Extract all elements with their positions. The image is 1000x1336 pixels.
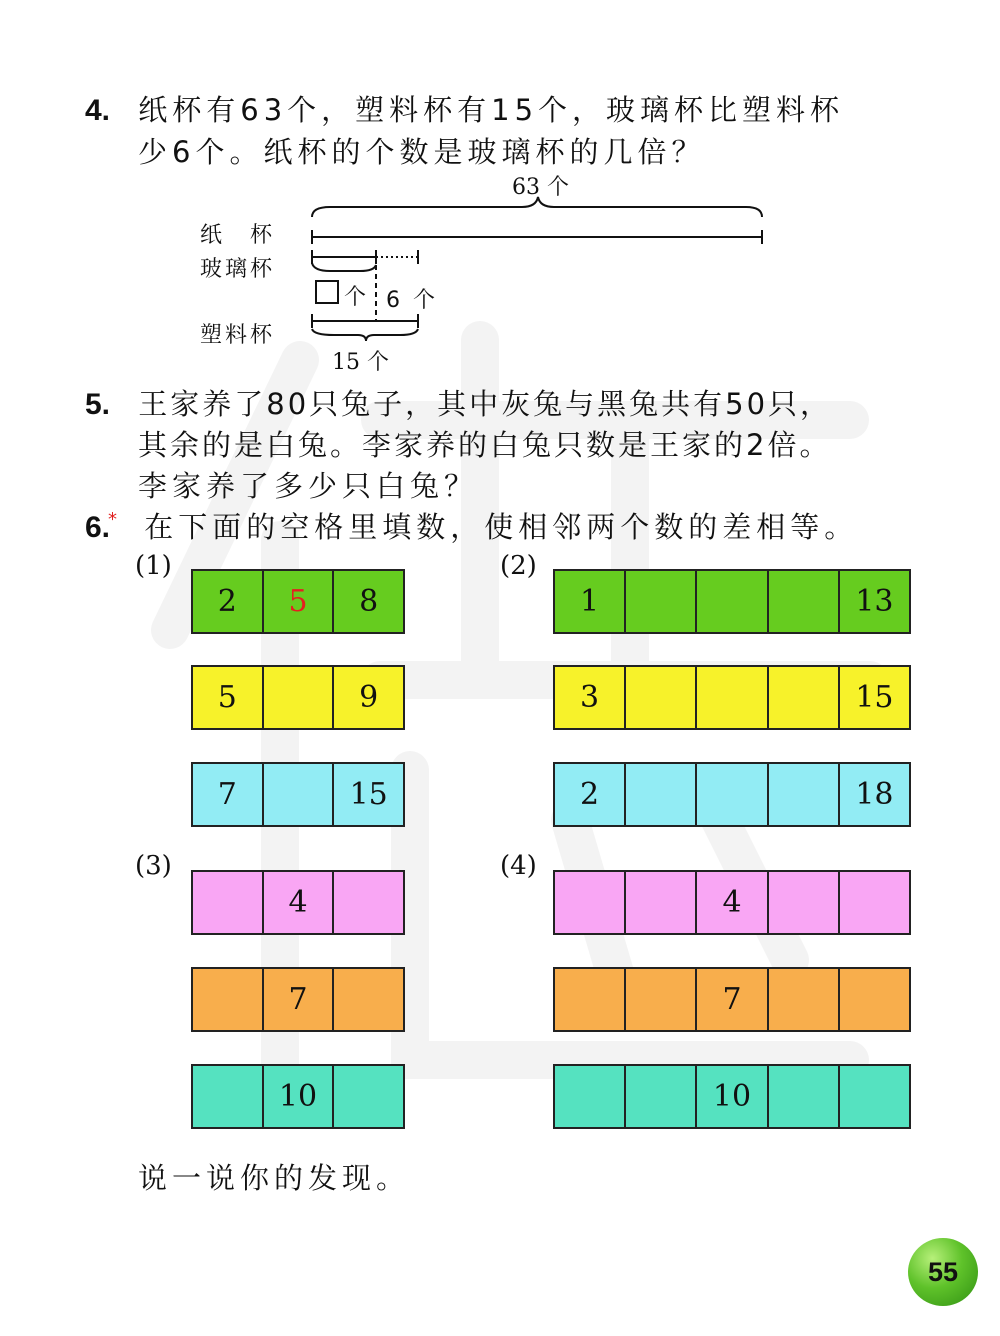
blank-cell[interactable]: [697, 764, 768, 825]
cell: 10: [697, 1066, 768, 1127]
blank-cell[interactable]: [334, 1066, 403, 1127]
q6-line: [85, 506, 858, 553]
group-label-1: (1): [135, 551, 172, 581]
blank-cell[interactable]: [334, 969, 403, 1030]
blank-cell[interactable]: [626, 969, 697, 1030]
q6-number: 6.: [85, 511, 111, 544]
group1-strip-yellow: [191, 665, 405, 730]
q4-line1: [85, 89, 844, 132]
group1-strip-cyan: [191, 762, 405, 827]
q5-line1: [85, 383, 832, 426]
page-number: 55: [927, 1256, 959, 1287]
answer-box: [316, 281, 338, 303]
cell: 4: [697, 872, 768, 933]
cell: 9: [359, 680, 379, 715]
group3-strip-pink: [191, 870, 405, 935]
group2-strip-green: [553, 569, 911, 634]
q4-text-line2: 少6个。纸杯的个数是玻璃杯的几倍？: [138, 135, 706, 169]
q4-text-line1: 纸杯有63个，塑料杯有15个，玻璃杯比塑料杯: [138, 93, 845, 127]
q4-line-diagram: [300, 195, 780, 345]
cell: 2: [193, 571, 264, 632]
blank-cell[interactable]: [769, 872, 840, 933]
q4-box-unit: 个: [344, 285, 370, 310]
blank-cell[interactable]: [193, 1066, 264, 1127]
blank-cell[interactable]: [626, 667, 697, 728]
blank-cell[interactable]: [626, 571, 697, 632]
group-label-2: (2): [500, 551, 537, 581]
cell-answer: 5: [264, 571, 335, 632]
q4-row-paper: 纸 杯: [200, 223, 276, 248]
blank-cell[interactable]: [697, 571, 768, 632]
cell: 4: [264, 872, 335, 933]
q5-text-line2: 其余的是白兔。李家养的白兔只数是王家的2倍。: [138, 428, 832, 462]
cell: 1: [555, 571, 626, 632]
blank-cell[interactable]: [697, 667, 768, 728]
cell: 15: [349, 777, 388, 812]
cell: 2: [555, 764, 626, 825]
blank-cell[interactable]: [769, 667, 840, 728]
q4-diff-label: 6 个: [386, 288, 438, 313]
brace-total: [312, 197, 762, 217]
blank-cell[interactable]: [264, 764, 335, 825]
blank-cell[interactable]: [769, 1066, 840, 1127]
page-number-badge: [908, 1238, 978, 1306]
cell: 10: [264, 1066, 335, 1127]
cell: 18: [855, 777, 894, 812]
q6-star: *: [108, 509, 123, 530]
q4-number: 4.: [85, 94, 111, 127]
blank-cell[interactable]: [555, 872, 626, 933]
blank-cell[interactable]: [626, 1066, 697, 1127]
cell: 3: [555, 667, 626, 728]
blank-cell[interactable]: [193, 872, 264, 933]
group-label-3: (3): [135, 851, 172, 881]
cell: 7: [697, 969, 768, 1030]
cell: 7: [193, 764, 264, 825]
q5-text-line1: 王家养了80只兔子，其中灰兔与黑兔共有50只，: [138, 387, 833, 421]
q5-number: 5.: [85, 388, 111, 421]
blank-cell[interactable]: [555, 969, 626, 1030]
blank-cell[interactable]: [769, 571, 840, 632]
group4-strip-orange: [553, 967, 911, 1032]
blank-cell[interactable]: [840, 1066, 909, 1127]
cell: 7: [264, 969, 335, 1030]
blank-cell[interactable]: [769, 764, 840, 825]
q4-total-label: 63 个: [512, 175, 569, 200]
brace-glass: [312, 263, 376, 271]
cell: 5: [193, 667, 264, 728]
q6-text: 在下面的空格里填数，使相邻两个数的差相等。: [144, 510, 859, 544]
group2-strip-yellow: [553, 665, 911, 730]
group1-strip-green: [191, 569, 405, 634]
blank-cell[interactable]: [264, 667, 335, 728]
q4-row-glass: 玻璃杯: [200, 257, 276, 282]
blank-cell[interactable]: [334, 872, 403, 933]
group3-strip-orange: [191, 967, 405, 1032]
q6-footer: 说一说你的发现。: [138, 1161, 411, 1195]
blank-cell[interactable]: [840, 872, 909, 933]
group2-strip-cyan: [553, 762, 911, 827]
blank-cell[interactable]: [555, 1066, 626, 1127]
blank-cell[interactable]: [769, 969, 840, 1030]
cell: 13: [855, 584, 894, 619]
group4-strip-pink: [553, 870, 911, 935]
q4-row-plastic: 塑料杯: [200, 323, 276, 348]
blank-cell[interactable]: [626, 764, 697, 825]
group-label-4: (4): [500, 851, 537, 881]
group4-strip-teal: [553, 1064, 911, 1129]
blank-cell[interactable]: [626, 872, 697, 933]
q4-plastic-label: 15 个: [332, 350, 389, 375]
group3-strip-teal: [191, 1064, 405, 1129]
blank-cell[interactable]: [840, 969, 909, 1030]
brace-plastic: [312, 329, 418, 341]
blank-cell[interactable]: [193, 969, 264, 1030]
q5-text-line3: 李家养了多少只白兔？: [138, 469, 479, 503]
cell: 8: [359, 584, 379, 619]
cell: 15: [855, 680, 894, 715]
